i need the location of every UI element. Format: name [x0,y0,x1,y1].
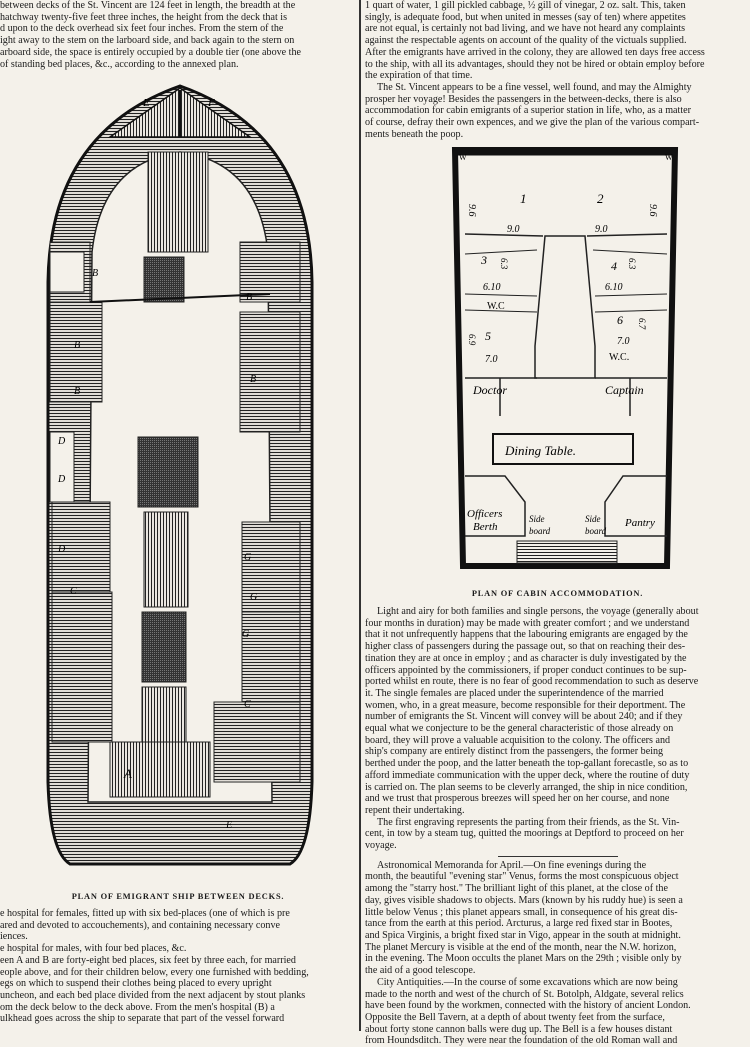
text-line: are not equal, is certainly not bad living, and we have not heard any complaints [365,23,686,35]
hatch-block [148,152,208,252]
cabin-label: 6.10 [483,282,501,293]
text-line: that it not unfrequently happens that the labouring emigrants are engaged by the [365,629,688,641]
cabin-aisle [535,236,595,378]
text-line: tance from the earth at this period. Arcturus, a large red fixed star in Bootes, [365,918,673,930]
hatch-block [144,257,184,302]
text-line: eople above, and for their children below, every one furnished with bedding, [0,966,309,978]
ship-label: D [58,436,66,447]
text-line: ight away to the stem on the larboard side, and back again to the stern on [0,35,295,47]
cabin-label: 9.6 [466,204,477,217]
right-middle-text [365,606,750,1047]
text-line: board, they will prove a valuable acquisition to the colony. The officers and [365,734,671,746]
emigrant-ship-plan [30,82,330,870]
berth-block [240,312,300,432]
berth-block [52,592,112,742]
text-line: among the "starry host." The brilliant light of this planet, at the close of the [365,883,668,895]
cabin-label: W [459,153,467,162]
ship-plan-caption: PLAN OF EMIGRANT SHIP BETWEEN DECKS. [71,892,285,901]
cabin-label: 4 [611,259,617,273]
cabin-label: 5 [485,329,491,343]
text-line: the aid of a good telescope. [365,965,476,977]
text-line: d upon to the deck overhead six feet four inches. From the stern of the [0,23,284,35]
berth-block [50,252,84,292]
cabin-label: 6.10 [605,282,623,293]
cabin-label: 6.3 [499,258,509,270]
text-line: om the deck below to the deck above. From the men's hospital (B) a [0,1001,275,1013]
text-line: and Spica Virginis, a bright fixed star in Vigo, appear in the south at midnight. [365,929,681,941]
text-line: about forty stone cannon balls were dug up. The Bell is a few houses distant [365,1023,673,1035]
text-line: ship's company are entirely distinct from the passengers, the former being [365,746,664,758]
text-line: e hospital for females, fitted up with six bed-places (one of which is pre [0,908,290,919]
hatch-block [142,687,186,742]
text-line: of course, defray their own expences, and we give the plan of the various compart- [365,117,700,129]
text-line: to the ship, with all its advantages, should they not be hired or obtain employ before [365,58,705,70]
text-line: in the evening. The Moon occults the planet Mars on the 29th ; visible only by [365,953,682,965]
text-line: ulkhead goes across the ship to separate that part of the vessel forward [0,1013,285,1025]
stairs [517,541,617,563]
cabin-label: 3 [481,253,487,267]
cabin-label: 2 [597,191,604,206]
text-line: have been found by the workmen, connected with the history of ancient London. [365,1000,691,1012]
text-line: Opposite the Bell Tavern, at a depth of about twenty feet from the surface, [365,1011,665,1023]
ship-label: G [250,592,258,603]
text-line: officers appointed by the commissioners, if proper conduct continues to be sup- [365,664,687,676]
text-line: egs on which to suspend their clothes being placed to every upright [0,978,272,990]
left-bottom-paragraph [0,908,356,1025]
berth-block [214,702,300,782]
ship-label: C [244,699,251,710]
ship-label: G [244,552,252,563]
text-line: against the respectable agents on account of the quality of the victuals supplied. [365,35,687,47]
cabin-label: Berth [473,521,498,533]
cabin-plan-caption: PLAN OF CABIN ACCOMMODATION. [471,589,644,598]
cabin-label: Dining Table. [505,443,577,458]
cabin-label: 9.0 [507,224,520,235]
ship-label: B [250,374,257,385]
text-line: the expiration of that time. [365,70,473,82]
cabin-label: 6.3 [627,258,637,270]
text-line: month, the beautiful "evening star" Venus, forms the most conspicuous object [365,871,679,883]
cabin-label: Side [529,514,545,524]
right-column [365,0,750,1047]
section-rule [498,856,618,857]
text-line: The planet Mercury is visible at the end of the month, near the N.W. horizon, [365,941,677,953]
text-line: ared and devoted to accouchements), and containing necessary conve [0,919,280,931]
text-line: accommodation for cabin emigrants of a superior station in life, who, as a matter [365,105,691,117]
text-line: The first engraving represents the parting from their friends, as the St. Vin- [377,816,680,828]
text-line: women, who, in a great measure, become responsible for their deportment. The [365,699,686,711]
text-line: The St. Vincent appears to be a fine vessel, well found, and may the Almighty [377,81,692,93]
text-line: number of emigrants the St. Vincent will convey will be about 240; and if they [365,711,683,723]
text-line: ported whilst en route, there is no fear of good recommendation to such as deserve [365,676,699,688]
ship-label: D [58,544,66,555]
ship-label: E [226,820,233,831]
text-line: four months in duration) may be made with greater comfort ; and we understand [365,617,690,629]
text-line: cent, in tow by a steam tug, quitted the moorings at Deptford to proceed on her [365,828,684,840]
text-line: equal what we conjecture to be the general characteristic of those already on [365,723,674,735]
text-line: between decks of the St. Vincent are 124 feet in length, the breadth at the [0,0,296,11]
text-line: iences. [0,931,28,943]
text-line: higher class of passengers during the passage out, so that on reaching their des- [365,641,686,653]
text-line: uncheon, and each bed place divided from the next adjacent by stout planks [0,989,306,1001]
text-line: arboard side, the space is entirely occupied by a double tier (one above the [0,46,302,58]
cabin-label: 7.0 [485,354,498,365]
cabin-label: Pantry [625,517,655,529]
cabin-label: board [585,526,607,536]
ship-label: F [208,97,215,109]
text-line: Astronomical Memoranda for April.—On fine evenings during the [377,859,647,871]
text-line: een A and B are forty-eight bed places, six feet by three each, for married [0,954,296,966]
text-line: voyage. [365,840,397,852]
text-line: hatchway twenty-five feet three inches, the height from the deck that is [0,11,288,23]
text-line: e hospital for males, with four bed places, &c. [0,943,187,955]
hatch-block [142,612,186,682]
cabin-label: Doctor [473,383,507,397]
cabin-label: 1 [520,191,527,206]
text-line: 1 quart of water, 1 gill pickled cabbage, ½ gill of vinegar, 2 oz. salt. This, taken [365,0,686,11]
cabin-label: 6.7 [637,318,647,330]
cabin-label: W.C [487,301,505,312]
cabin-label: 9.0 [595,224,608,235]
ship-label: G [242,629,250,640]
text-line: of standing bed places, &c., according to the annexed plan. [0,58,239,70]
text-line: is carried on. The plan seems to be cleverly arranged, the ship in nice condition, [365,781,688,793]
text-line: After the emigrants have arrived in the colony, they are allowed ten days free access [365,46,705,58]
text-line: and we trust that prosperous breezes will speed her on her course, and none [365,793,670,805]
right-top-paragraph [365,0,750,140]
cabin-plan [445,146,685,578]
cabin-label: board [529,526,551,536]
text-line: berthed under the poop, and the latter beneath the top-gallant forecastle, so as to [365,758,689,770]
text-line: prosper her voyage! Besides the passengers in the between-decks, there is also [365,93,682,105]
cabin-label: W.C. [609,352,630,363]
ship-label: B [246,292,253,303]
cabin-label: 9.6 [647,204,658,217]
column-divider [359,0,361,1031]
text-line: Light and airy for both families and single persons, the voyage (generally about [377,606,699,617]
ship-label: B [74,340,81,351]
hatch-block [138,437,198,507]
text-line: repent their undertaking. [365,804,465,816]
text-line: tination they are at once in employ ; and as character is duly investigated by the [365,652,687,664]
text-line: from Houndsditch. They were near the foundation of the old Roman wall and [365,1035,678,1047]
berth-block [242,612,300,702]
ship-label: A [124,766,132,781]
text-line: singly, is adequate food, but when united in messes (say of ten) where appetites [365,11,686,23]
cabin-label: 7.0 [617,336,630,347]
cabin-label: Captain [605,383,644,397]
text-line: ments beneath the poop. [365,128,464,140]
ship-label: D [58,474,66,485]
cabin-label: Officers [467,508,503,520]
left-top-paragraph [0,0,356,70]
cabin-label: W [665,153,673,162]
text-line: it. The single females are placed under the superintendence of the married [365,687,664,699]
ship-label: C [70,586,77,597]
ship-label: B [74,386,81,397]
cabin-label: Side [585,514,601,524]
hatch-block [144,512,188,607]
text-line: made to the north and west of the church of St. Botolph, Aldgate, several relics [365,988,684,1000]
cabin-label: 6.9 [467,334,477,346]
text-line: afford immediate communication with the upper deck, where the routine of duty [365,769,690,781]
ship-label: E [143,97,150,109]
text-line: day, gives visible shadows to objects. Mars (known by his ruddy hue) is seen a [365,894,683,906]
left-column [0,0,356,1031]
text-line: City Antiquities.—In the course of some excavations which are now being [377,976,678,988]
cabin-label: 6 [617,313,623,327]
ship-label: B [92,268,99,279]
text-line: little below Venus ; this planet appears small, in consequence of his great dis- [365,906,678,918]
